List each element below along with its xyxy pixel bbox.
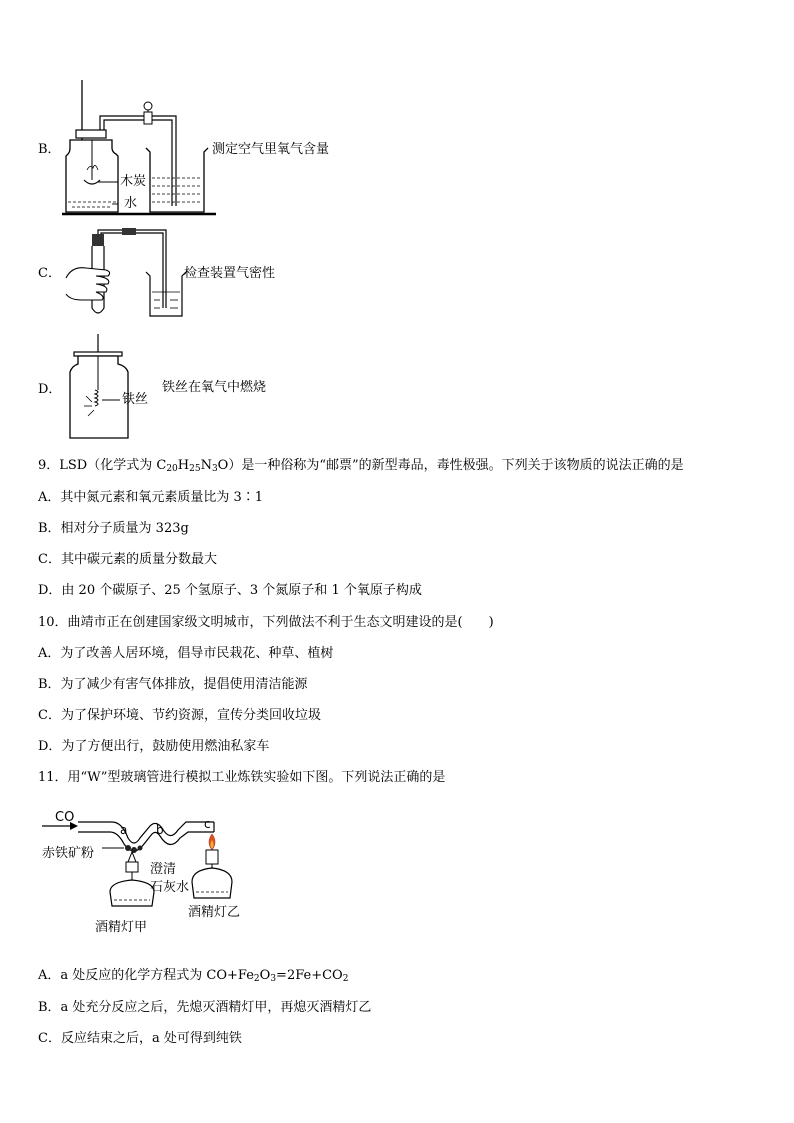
question-9-option-b: B．相对分子质量为 323g: [38, 521, 189, 536]
question-9-option-d: D．由 20 个碳原子、25 个氢原子、3 个氮原子和 1 个氧原子构成: [38, 583, 422, 598]
water-label: 水: [124, 196, 138, 211]
question-11-option-b: B．a 处充分反应之后，先熄灭酒精灯甲，再熄灭酒精灯乙: [38, 1000, 372, 1015]
option-b-caption: 测定空气里氧气含量: [212, 142, 330, 157]
hematite-powder-label: 赤铁矿粉: [42, 846, 95, 861]
question-9-option-a: A．其中氮元素和氧元素质量比为 3∶1: [38, 490, 264, 505]
question-11-option-a: A．a 处反应的化学方程式为 $CO+Fe_2O_3=2Fe+CO_2$: [38, 968, 349, 984]
question-9-option-c: C．其中碳元素的质量分数最大: [38, 552, 217, 567]
option-d-letter: D．: [38, 382, 62, 397]
question-10-option-a: A．为了改善人居环境，倡导市民栽花、种草、植树: [38, 646, 334, 661]
iron-wire-label: 铁丝: [122, 392, 149, 407]
question-9-stem: 9．LSD（化学式为 $C_{20}H_{25}N_3O$）是一种俗称为“邮票”的新型毒品，毒性极强。下列关于该物质的说法正确的是: [38, 458, 684, 474]
point-c-label: c: [204, 817, 211, 831]
airtightness-check-figure: [62, 228, 192, 324]
option-d-caption: 铁丝在氧气中燃烧: [162, 380, 267, 395]
limewater-label-line2: 石灰水: [150, 880, 190, 895]
question-10-option-c: C．为了保护环境、节约资源，宣传分类回收垃圾: [38, 708, 321, 723]
point-b-label: b: [156, 823, 164, 837]
limewater-label-line1: 澄清: [150, 862, 177, 877]
co-label: CO: [55, 810, 75, 825]
option-b-letter: B．: [38, 142, 61, 157]
question-10-option-d: D．为了方便出行，鼓励使用燃油私家车: [38, 739, 270, 754]
lamp-a-label: 酒精灯甲: [95, 920, 148, 935]
option-c-caption: 检查装置气密性: [184, 266, 276, 281]
lamp-b-label: 酒精灯乙: [188, 905, 241, 920]
question-10-option-b: B．为了减少有害气体排放，提倡使用清洁能源: [38, 677, 308, 692]
option-c-letter: C．: [38, 266, 61, 281]
iron-wire-combustion-figure: [66, 332, 149, 444]
question-10-stem: 10．曲靖市正在创建国家级文明城市，下列做法不利于生态文明建设的是( ): [38, 615, 494, 630]
point-a-label: a: [120, 823, 128, 837]
question-11-stem: 11．用“W”型玻璃管进行模拟工业炼铁实验如下图。下列说法正确的是: [38, 770, 446, 785]
charcoal-label: 木炭: [120, 174, 147, 189]
oxygen-content-apparatus-figure: [60, 78, 220, 220]
question-11-option-c: C．反应结束之后，a 处可得到纯铁: [38, 1031, 242, 1046]
